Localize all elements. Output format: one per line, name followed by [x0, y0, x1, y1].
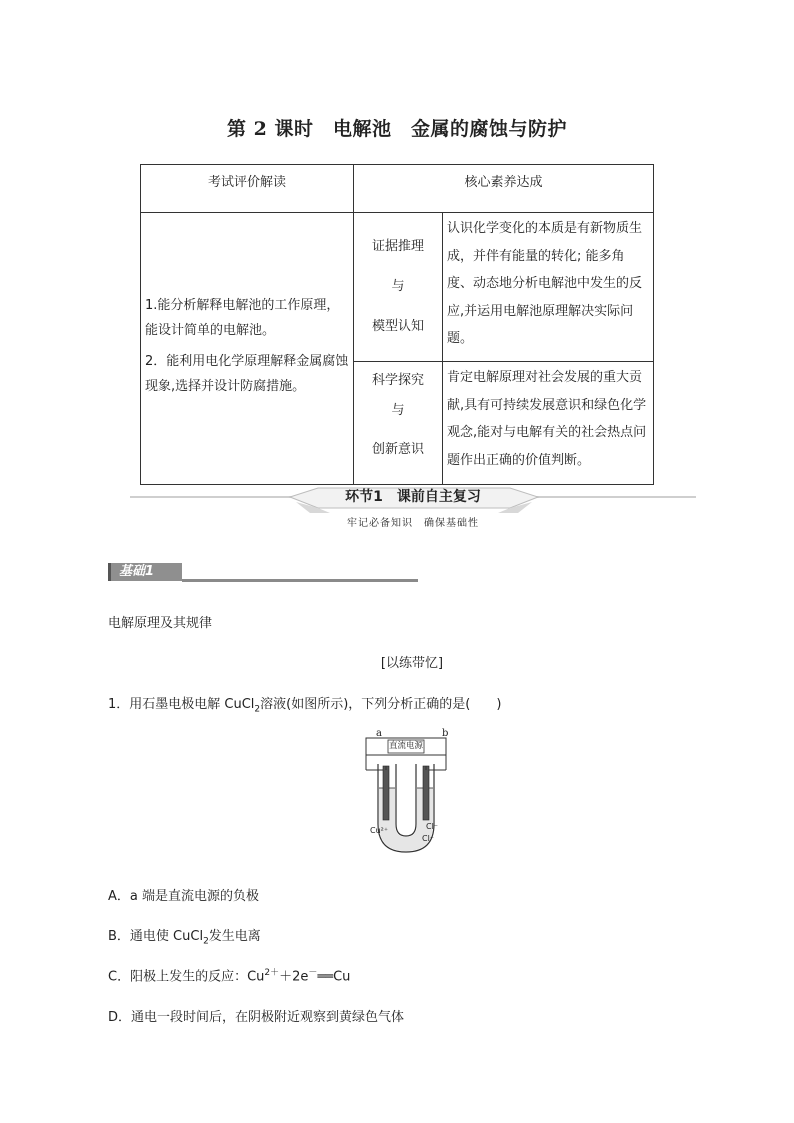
- option-a: A．a 端是直流电源的负极: [108, 889, 259, 904]
- ion-cl-label: Cl⁻: [426, 822, 439, 831]
- option-c: [108, 965, 350, 984]
- table-header-left: 考试评价解读: [141, 165, 354, 213]
- category-line: 证据推理: [371, 239, 424, 254]
- category-line: 与: [391, 279, 405, 294]
- terminal-b-label: b: [442, 728, 449, 739]
- section-subtitle: 牢记必备知识 确保基础性: [347, 518, 479, 529]
- goal-item: 2．能利用电化学原理解释金属腐蚀现象,选择并设计防腐措施。: [145, 353, 349, 394]
- basis-underline: [182, 579, 418, 582]
- power-source-label: 直流电源: [389, 741, 424, 751]
- option-superscript: －: [308, 968, 318, 978]
- option-text: ＋2e: [279, 969, 309, 985]
- option-text: C．阳极上发生的反应：Cu: [108, 969, 265, 985]
- basis-label: 基础1: [108, 563, 182, 581]
- terminal-a-label: a: [376, 728, 382, 739]
- category-line: 科学探究: [371, 373, 424, 388]
- basis-header: [108, 563, 418, 583]
- option-d: D．通电一段时间后，在阴极附近观察到黄绿色气体: [108, 1010, 405, 1025]
- category-line: 模型认知: [371, 319, 424, 334]
- category-line: 创新意识: [371, 442, 424, 457]
- question-stem: [108, 693, 501, 715]
- category-line: 与: [391, 403, 405, 418]
- option-text: ══Cu: [317, 969, 351, 985]
- ion-cl-label: Cl⁻: [422, 834, 435, 843]
- literacy-description: 肯定电解原理对社会发展的重大贡献,具有可持续发展意识和绿色化学观念,能对与电解有关的社会热点问题作出正确的价值判断。: [443, 362, 654, 485]
- literacy-category: [354, 362, 443, 485]
- stem-text: 1．用石墨电极电解 CuCl: [108, 697, 255, 712]
- literacy-description: 认识化学变化的本质是有新物质生成，并伴有能量的转化; 能多角度、动态地分析电解池中发生的反应,并运用电解池原理解决实际问题。: [443, 213, 654, 362]
- table-header-right: 核心素养达成: [354, 165, 654, 213]
- stem-subscript: 2: [254, 704, 261, 715]
- exam-goals-cell: [141, 213, 354, 485]
- ion-cu-label: Cu²⁺: [370, 826, 389, 835]
- option-subscript: 2: [203, 936, 209, 947]
- goal-item: 1.能分析解释电解池的工作原理，能设计简单的电解池。: [145, 297, 340, 338]
- evaluation-table: [140, 164, 654, 485]
- literacy-category: [354, 213, 443, 362]
- electrolysis-diagram: [352, 730, 460, 858]
- stem-text: 溶液(如图所示)，下列分析正确的是( ): [260, 697, 502, 712]
- page-title: 第 2 课时 电解池 金属的腐蚀与防护: [227, 118, 567, 140]
- section-banner: [130, 486, 696, 532]
- practice-tag: [以练带忆]: [380, 656, 444, 671]
- option-text: B．通电使 CuCl: [108, 929, 204, 944]
- section-title: 环节1 课前自主复习: [345, 489, 481, 505]
- option-text: 发生电离: [208, 929, 261, 944]
- option-b: [108, 925, 261, 947]
- option-superscript: 2＋: [264, 968, 280, 978]
- topic-heading: 电解原理及其规律: [108, 616, 213, 631]
